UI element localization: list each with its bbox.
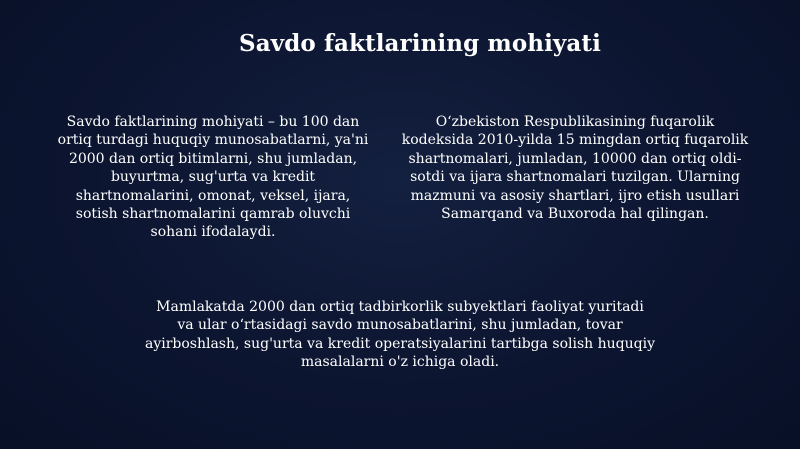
- left-paragraph-line: sotish shartnomalarini qamrab oluvchi: [75, 206, 351, 223]
- left-paragraph-line: shartnomalarini, omonat, veksel, ijara,: [75, 187, 351, 204]
- left-paragraph-line: sohani ifodalaydi.: [150, 224, 276, 241]
- bottom-paragraph-line: masalalarni o'z ichiga oladi.: [300, 354, 500, 371]
- right-paragraph-line: kodeksida 2010-yilda 15 mingdan ortiq fuqarolik: [401, 132, 749, 149]
- right-paragraph-line: mazmuni va asosiy shartlari, ijro etish usullari: [410, 187, 740, 204]
- bottom-paragraph-line: Mamlakatda 2000 dan ortiq tadbirkorlik subyektlari faoliyat yuritadi: [156, 299, 644, 315]
- bottom-paragraph-line: va ular o‘rtasidagi savdo munosabatlarini, shu jumladan, tovar: [177, 317, 623, 334]
- left-paragraph-line: buyurtma, sug'urta va kredit: [110, 169, 316, 186]
- right-paragraph-line: sotdi va ijara shartnomalari tuzilgan. Ularning: [410, 169, 740, 186]
- right-paragraph-line: O‘zbekiston Respublikasining fuqarolik: [435, 114, 715, 130]
- right-paragraph-line: shartnomalari, jumladan, 10000 dan ortiq oldi-: [408, 150, 742, 167]
- bottom-paragraph: [130, 298, 670, 372]
- left-paragraph: [48, 113, 378, 242]
- right-paragraph-line: Samarqand va Buxoroda hal qilingan.: [441, 206, 709, 223]
- left-paragraph-line: 2000 dan ortiq bitimlarni, shu jumladan,: [68, 150, 358, 167]
- left-paragraph-line: ortiq turdagi huquqiy munosabatlarni, ya'ni: [57, 132, 369, 149]
- slide-title: Savdo faktlarining mohiyati: [239, 30, 601, 57]
- left-paragraph-line: Savdo faktlarining mohiyati – bu 100 dan: [66, 114, 360, 130]
- bottom-paragraph-line: ayirboshlash, sug'urta va kredit operatsiyalarini tartibga solish huquqiy: [144, 335, 656, 352]
- right-paragraph: [395, 113, 755, 223]
